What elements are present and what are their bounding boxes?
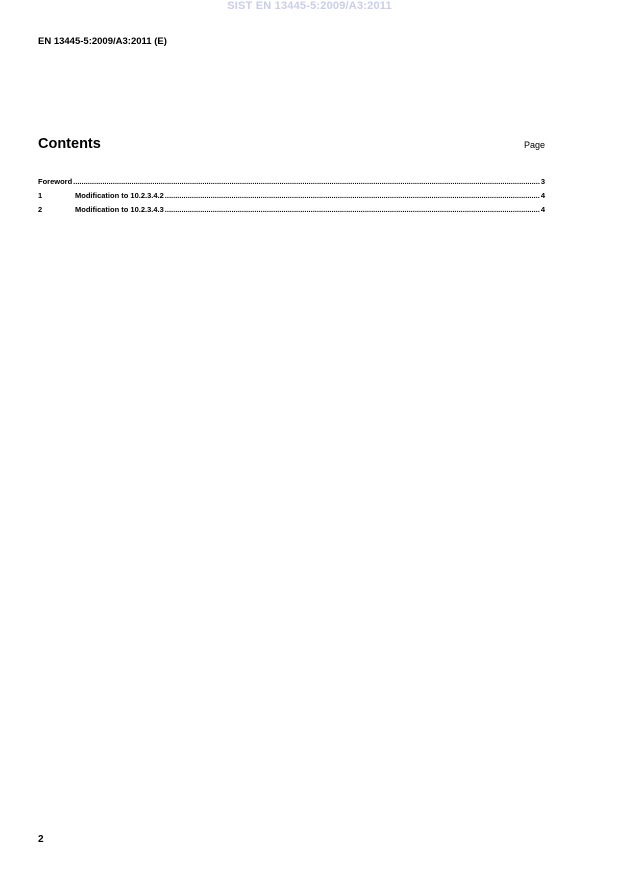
contents-heading: Contents bbox=[38, 136, 101, 152]
toc-entry-title: Foreword bbox=[38, 177, 73, 186]
toc-entry-page: 4 bbox=[540, 191, 545, 200]
toc-entry-title: Modification to 10.2.3.4.3 bbox=[75, 205, 164, 214]
toc-entry-page: 3 bbox=[540, 177, 545, 186]
table-of-contents bbox=[38, 175, 545, 217]
document-identifier: EN 13445-5:2009/A3:2011 (E) bbox=[38, 36, 167, 47]
toc-entry-foreword[interactable] bbox=[38, 175, 545, 189]
toc-dot-leader bbox=[165, 189, 540, 203]
toc-dot-leader bbox=[73, 175, 540, 189]
toc-entry-number: 1 bbox=[38, 191, 43, 200]
toc-dot-leader bbox=[165, 203, 540, 217]
toc-entry-section-2[interactable] bbox=[38, 203, 545, 217]
watermark-text: SIST EN 13445-5:2009/A3:2011 bbox=[227, 0, 392, 12]
toc-entry-page: 4 bbox=[540, 205, 545, 214]
toc-entry-number: 2 bbox=[38, 205, 43, 214]
toc-entry-section-1[interactable] bbox=[38, 189, 545, 203]
page-column-label: Page bbox=[523, 140, 545, 150]
toc-entry-title: Modification to 10.2.3.4.2 bbox=[75, 191, 164, 200]
page-number: 2 bbox=[38, 834, 44, 845]
